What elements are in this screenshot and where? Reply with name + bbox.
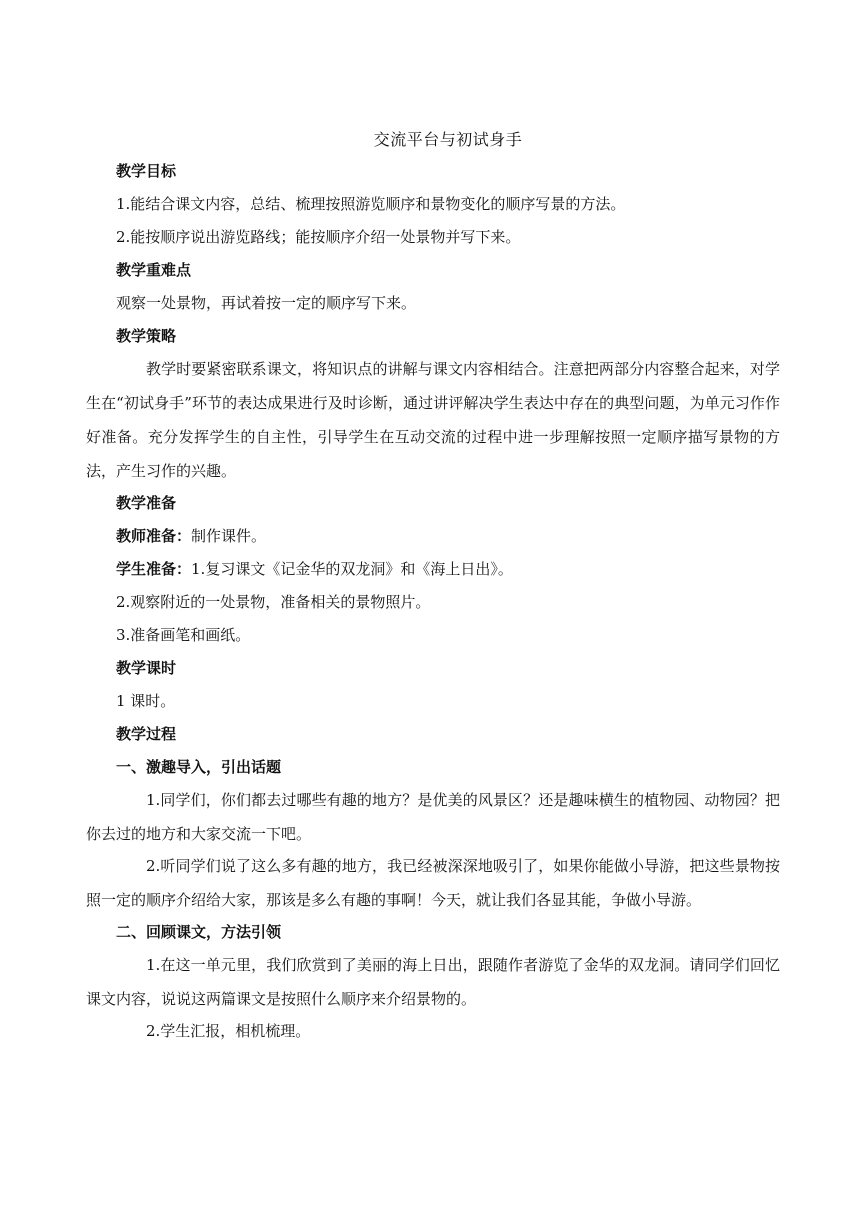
student-prep-line <box>116 558 780 580</box>
section-heading-key-points: 教学重难点 <box>116 261 192 279</box>
strategy-paragraph: 教学时要紧密联系课文，将知识点的讲解与课文内容相结合。注意把两部分内容整合起来，对学生在“初试身手”环节的表达成果进行及时诊断，通过讲评解决学生表达中存在的典型问题，为单元习作作好准备。充分发挥学生的自主性，引导学生在互动交流的过程中进一步理解按照一定顺序描写景物的方法，产生习作的兴趣。 <box>86 360 780 480</box>
section-heading-process: 教学过程 <box>116 725 177 743</box>
goal-item-2: 2.能按顺序说出游览路线；能按顺序介绍一处景物并写下来。 <box>116 228 521 246</box>
document-body <box>86 126 780 1053</box>
part1-paragraph-2: 2.听同学们说了这么多有趣的地方，我已经被深深地吸引了，如果你能做小导游，把这些景物按照一定的顺序介绍给大家，那该是多么有趣的事啊！今天，就让我们各显其能，争做小导游。 <box>86 857 780 909</box>
goal-item-1: 1.能结合课文内容，总结、梳理按照游览顺序和景物变化的顺序写景的方法。 <box>116 195 626 213</box>
student-prep-item-2: 2.观察附近的一处景物，准备相关的景物照片。 <box>116 593 431 611</box>
part1-heading: 一、激趣导入，引出话题 <box>116 758 282 776</box>
section-heading-hours: 教学课时 <box>116 659 177 677</box>
part2-paragraph-1: 1.在这一单元里，我们欣赏到了美丽的海上日出，跟随作者游览了金华的双龙洞。请同学们回忆课文内容，说说这两篇课文是按照什么顺序来介绍景物的。 <box>86 956 780 1008</box>
part2-paragraph-2: 2.学生汇报，相机梳理。 <box>146 1022 311 1040</box>
student-prep-label: 学生准备： <box>116 560 192 578</box>
student-prep-item-1: 1.复习课文《记金华的双龙洞》和《海上日出》。 <box>191 560 513 578</box>
teacher-prep-label: 教师准备： <box>116 527 192 545</box>
section-heading-strategy: 教学策略 <box>116 327 177 345</box>
key-points-text: 观察一处景物，再试着按一定的顺序写下来。 <box>116 294 417 312</box>
teacher-prep-line <box>116 525 780 547</box>
student-prep-item-3: 3.准备画笔和画纸。 <box>116 626 251 644</box>
part2-heading: 二、回顾课文，方法引领 <box>116 923 282 941</box>
part1-paragraph-1: 1.同学们，你们都去过哪些有趣的地方？是优美的风景区？还是趣味横生的植物园、动物园？把你去过的地方和大家交流一下吧。 <box>86 791 780 843</box>
document-title: 交流平台与初试身手 <box>373 130 523 149</box>
section-heading-preparation: 教学准备 <box>116 494 177 512</box>
hours-text: 1 课时。 <box>116 692 176 710</box>
teacher-prep-text: 制作课件。 <box>191 527 267 545</box>
section-heading-goals: 教学目标 <box>116 162 177 180</box>
